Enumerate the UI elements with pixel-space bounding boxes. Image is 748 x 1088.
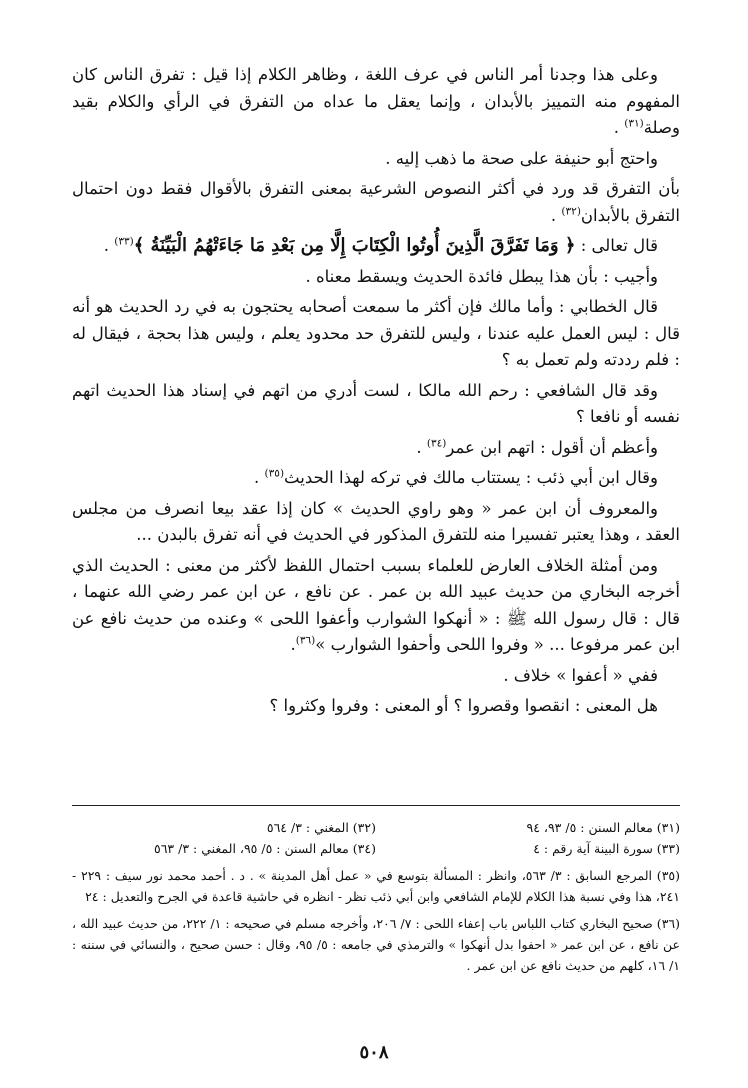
- paragraph: بأن التفرق قد ورد في أكثر النصوص الشرعية بمعنى التفرق بالأقوال فقط دون احتمال التفرق بالأبدان$^{(٣٢)}$ .: [72, 179, 680, 225]
- paragraph: واحتج أبو حنيفة على صحة ما ذهب إليه .: [385, 148, 658, 168]
- paragraph: ومن أمثلة الخلاف العارض للعلماء بسبب احتمال اللفظ لأكثر من معنى : الحديث الذي أخرجه البخاري من حديث عبيد الله بن عمر . عن نافع ، عن ابن عمر رضي الله عنهما ، قال : قال رسول الله ﷺ : « أنهكوا الشوارب وأعفوا اللحى » وعنده من حديث نافع عن ابن عمر مرفوعا ... « وفروا اللحى وأحفوا الشوارب »$^{(٣٦)}$.: [72, 555, 680, 654]
- paragraph: وعلى هذا وجدنا أمر الناس في عرف اللغة ، وظاهر الكلام إذا قيل : تفرق الناس كان المفهوم منه التمييز بالأبدان ، وإنما يعقل ما عداه من التفرق في الرأي والكلام بقيد وصلة$^{(٣١)}$ .: [72, 65, 680, 137]
- main-text: [72, 62, 680, 724]
- footnote-ref[interactable]: (٣٢): [561, 205, 581, 217]
- page-number: ٥٠٨: [359, 1042, 389, 1063]
- quran-verse: ﴿ وَمَا تَفَرَّقَ الَّذِينَ أُوتُوا الْكِتَابَ إِلَّا مِن بَعْدِ مَا جَاءَتْهُمُ الْبَيِّنَةُ ﴾: [133, 235, 576, 256]
- footnote-33: (٣٣) سورة البينة آية رقم : ٤: [533, 841, 680, 856]
- paragraph: والمعروف أن ابن عمر « وهو راوي الحديث » كان إذا عقد بيعا انصرف من مجلس العقد ، وهذا يعتبر تفسيرا منه للتفرق المذكور في الحديث في أنه تفرق بالبدن ...: [72, 498, 680, 544]
- footnote-ref[interactable]: (٣٤): [426, 437, 447, 449]
- footnote-ref[interactable]: (٣٥): [264, 467, 285, 480]
- footnotes: [72, 817, 680, 976]
- footnote-divider: [72, 805, 680, 806]
- footnote-row: [72, 838, 680, 859]
- footnote-ref[interactable]: (٣٦): [295, 634, 316, 647]
- paragraph: وقد قال الشافعي : رحم الله مالكا ، لست أدري من اتهم في إسناد هذا الحديث اتهم نفسه أو نافعا ؟: [72, 380, 680, 426]
- paragraph: وأجيب : بأن هذا يبطل فائدة الحديث ويسقط معناه .: [305, 266, 658, 286]
- paragraph: ففي « أعفوا » خلاف .: [503, 665, 658, 685]
- footnote-ref[interactable]: (٣١): [624, 117, 644, 130]
- paragraph: قال تعالى : ﴿ وَمَا تَفَرَّقَ الَّذِينَ أُوتُوا الْكِتَابَ إِلَّا مِن بَعْدِ مَا جَاءَتْهُمُ الْبَيِّنَةُ ﴾$^{(٣٣)}$ .: [103, 235, 658, 256]
- footnote-34: (٣٤) معالم السنن : ٥/ ٩٥، المغني : ٣/ ٥٦٣: [153, 841, 376, 856]
- footnote-32: (٣٢) المغني : ٣/ ٥٦٤: [266, 820, 376, 835]
- footnote-36: (٣٦) صحيح البخاري كتاب اللباس باب إعفاء اللحى : ٧/ ٢٠٦، وأخرجه مسلم في صحيحه : ١/ ٢٢٢، من حديث عبيد الله ، عن نافع ، عن ابن عمر « احفوا بدل أنهكوا » والترمذي في جامعه : ٥/ ٩٥، وقال : حسن صحيح ، والنسائي في سننه : ١/ ١٦، كلهم من حديث نافع عن ابن عمر .: [72, 916, 681, 973]
- paragraph: وقال ابن أبي ذئب : يستتاب مالك في تركه لهذا الحديث$^{(٣٥)}$ .: [254, 467, 658, 487]
- paragraph: وأعظم أن أقول : اتهم ابن عمر$^{(٣٤)}$ .: [416, 437, 658, 457]
- paragraph: هل المعنى : انقصوا وقصروا ؟ أو المعنى : وفروا وكثروا ؟: [269, 696, 658, 715]
- footnote-31: (٣١) معالم السنن : ٥/ ٩٣، ٩٤: [526, 820, 680, 835]
- footnote-row: [72, 817, 680, 838]
- footnote-35: (٣٥) المرجع السابق : ٣/ ٥٦٣، وانظر : المسألة بتوسع في « عمل أهل المدينة » . د . أحمد محمد نور سيف : ٢٢٩ - ٢٤١، هذا وفي نسبة هذا الكلام للإمام الشافعي وابن أبي ذئب نظر - انظره في حاشية قاعدة في الجرح والتعديل : ٢٤: [72, 868, 681, 904]
- footnote-ref[interactable]: (٣٣): [114, 235, 134, 248]
- paragraph: قال الخطابي : وأما مالك فإن أكثر ما سمعت أصحابه يحتجون به في رد الحديث هو أنه قال : ليس العمل عليه عندنا ، وليس للتفرق حد محدود يعلم ، وليس هذا بحجة ، فيقال له : فلم رددته ولم تعمل به ؟: [72, 297, 680, 369]
